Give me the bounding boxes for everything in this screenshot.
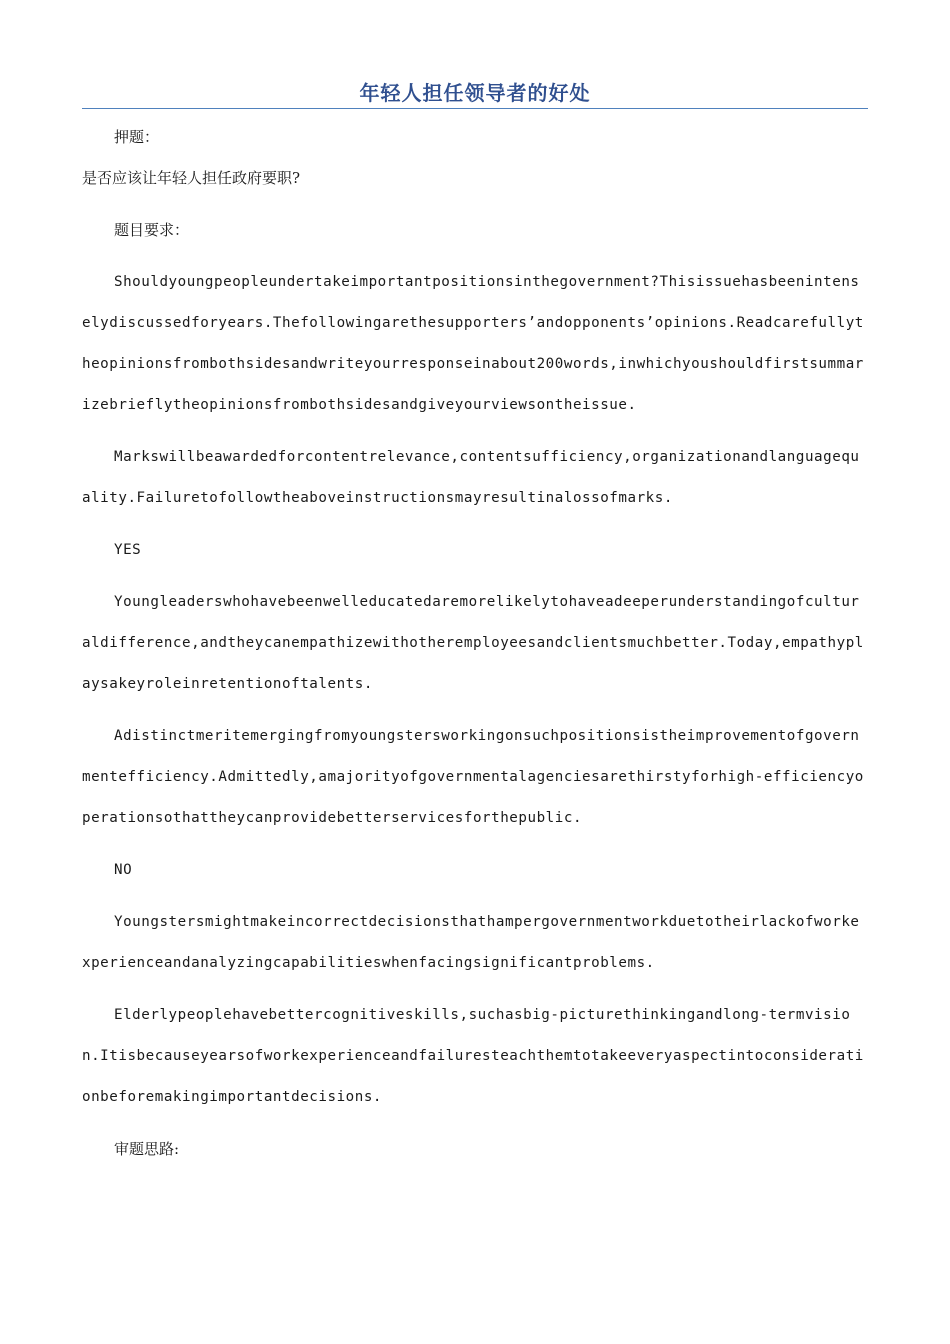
yes-heading: YES — [114, 542, 142, 558]
document-title: 年轻人担任领导者的好处 — [359, 81, 591, 105]
yes-paragraph-2: Adistinctmeritemergingfromyoungstersworkingonsuchpositionsistheimprovementofgovernmentefficiency.Admittedly,amajorityofgovernmentalagenciesarethirstyforhigh-efficiencyoperationsothattheycanprovidebetterservicesforthepublic. — [82, 728, 864, 826]
no-paragraph-1: Youngstersmightmakeincorrectdecisionsthathampergovernmentworkduetotheirlackofworkexperienceandanalyzingcapabilitieswhenfacingsignificantproblems. — [82, 914, 860, 971]
prompt-paragraph-2: Markswillbeawardedforcontentrelevance,contentsufficiency,organizationandlanguagequality.Failuretofollowtheaboveinstructionsmayresultinalossofmarks. — [82, 449, 860, 506]
requirements-label: 题目要求： — [114, 221, 190, 239]
question-text: 是否应该让年轻人担任政府要职? — [82, 169, 301, 187]
ya-ti-label: 押题： — [114, 128, 160, 146]
no-heading: NO — [114, 862, 133, 878]
yes-paragraph-1: Youngleaderswhohavebeenwelleducatedaremorelikelytohaveadeeperunderstandingofculturaldifference,andtheycanempathizewithotheremployeesandclientsmuchbetter.Today,empathyplaysakeyroleinretentionoftalents. — [82, 594, 864, 692]
title-underline — [82, 108, 868, 109]
prompt-paragraph-1: Shouldyoungpeopleundertakeimportantpositionsinthegovernment?Thisissuehasbeenintenselydiscussedforyears.Thefollowingarethesupporters’andopponents’opinions.Readcarefullytheopinionsfrombothsidesandwriteyourresponseinabout200words,inwhichyoushouldfirstsummarizebrieflytheopinionsfrombothsidesandgiveyourviewsontheissue. — [82, 274, 864, 413]
no-paragraph-2: Elderlypeoplehavebettercognitiveskills,suchasbig-picturethinkingandlong-termvision.Itisbecauseyearsofworkexperienceandfailuresteachthemtotakeeveryaspectintoconsiderationbeforemakingimportantdecisions. — [82, 1007, 864, 1105]
analysis-label: 审题思路: — [114, 1140, 180, 1158]
document-page — [82, 78, 868, 1170]
